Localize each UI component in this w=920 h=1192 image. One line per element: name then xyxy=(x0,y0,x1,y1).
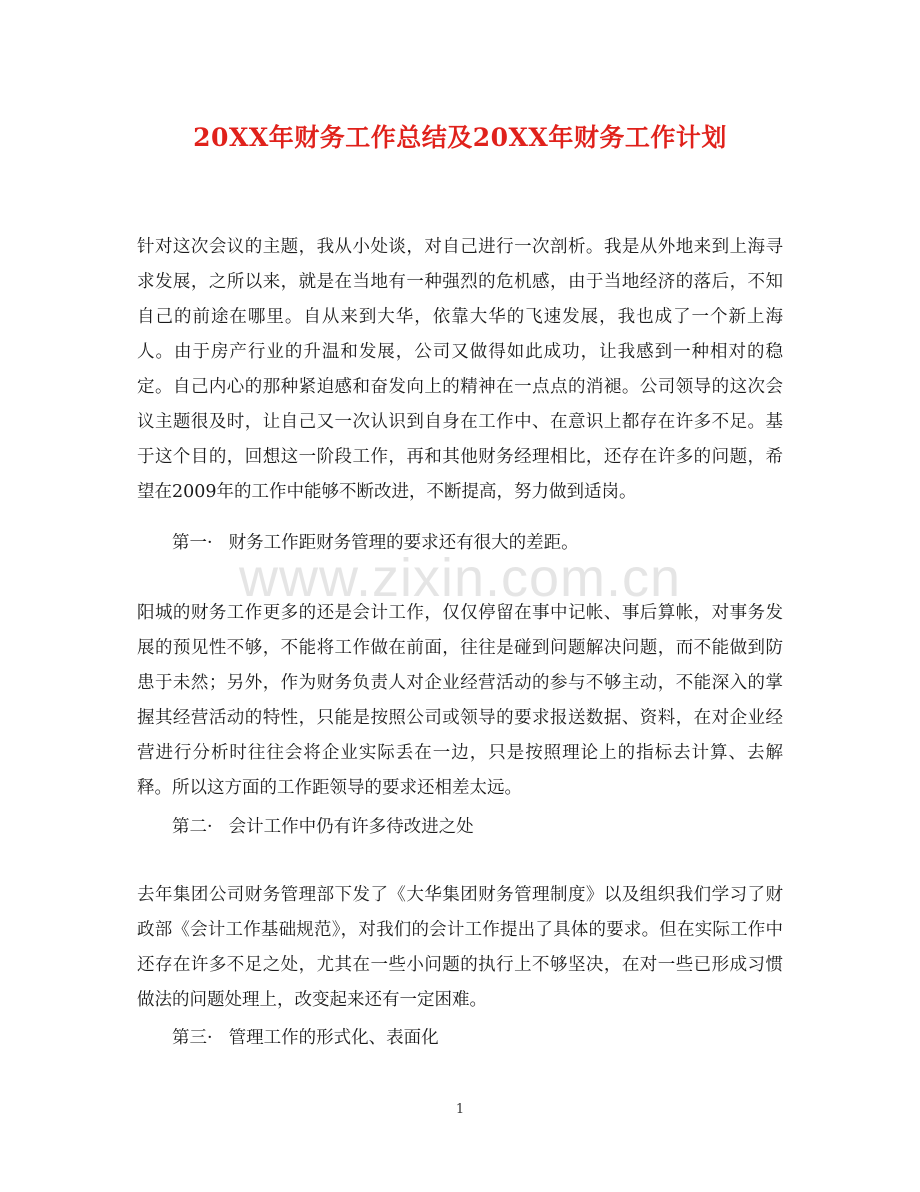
paragraph-2: 阳城的财务工作更多的还是会计工作，仅仅停留在事中记帐、事后算帐，对事务发展的预见性不够，不能将工作做在前面，往往是碰到问题解决问题，而不能做到防患于未然；另外，作为财务负责人对企业经营活动的参与不够主动，不能深入的掌握其经营活动的特性，只能是按照公司或领导的要求报送数据、资料，在对企业经营进行分析时往往会将企业实际丢在一边，只是按照理论上的指标去计算、去解释。所以这方面的工作距领导的要求还相差太远。 xyxy=(137,603,783,798)
paragraph-3: 去年集团公司财务管理部下发了《大华集团财务管理制度》以及组织我们学习了财政部《会计工作基础规范》，对我们的会计工作提出了具体的要求。但在实际工作中还存在许多不足之处，尤其在一些小问题的执行上不够坚决，在对一些已形成习惯做法的问题处理上，改变起来还有一定困难。 xyxy=(137,885,783,1010)
section-heading-3 xyxy=(172,1021,772,1056)
section-heading-text: 会计工作中仍有许多待改进之处 xyxy=(228,817,474,837)
section-heading-text: 管理工作的形式化、表面化 xyxy=(228,1028,439,1048)
document-title: 20XX年财务工作总结及20XX年财务工作计划 xyxy=(193,123,727,152)
section-heading-number: 第一· xyxy=(172,533,213,553)
section-heading-number: 第二· xyxy=(172,817,213,837)
section-heading-number: 第三· xyxy=(172,1028,213,1048)
page-number: 1 xyxy=(455,1102,465,1117)
watermark: www.zixin.com.cn xyxy=(238,548,682,608)
section-heading-1 xyxy=(172,526,772,561)
section-heading-text: 财务工作距财务管理的要求还有很大的差距。 xyxy=(228,533,579,553)
paragraph-1: 针对这次会议的主题，我从小处谈，对自己进行一次剖析。我是从外地来到上海寻求发展，之所以来，就是在当地有一种强烈的危机感，由于当地经济的落后，不知自己的前途在哪里。自从来到大华，依靠大华的飞速发展，我也成了一个新上海人。由于房产行业的升温和发展，公司又做得如此成功，让我感到一种相对的稳定。自己内心的那种紧迫感和奋发向上的精神在一点点的消褪。公司领导的这次会议主题很及时，让自己又一次认识到自身在工作中、在意识上都存在许多不足。基于这个目的，回想这一阶段工作，再和其他财务经理相比，还存在许多的问题，希望在2009年的工作中能够不断改进，不断提高，努力做到适岗。 xyxy=(137,237,783,502)
section-heading-2 xyxy=(172,810,772,845)
